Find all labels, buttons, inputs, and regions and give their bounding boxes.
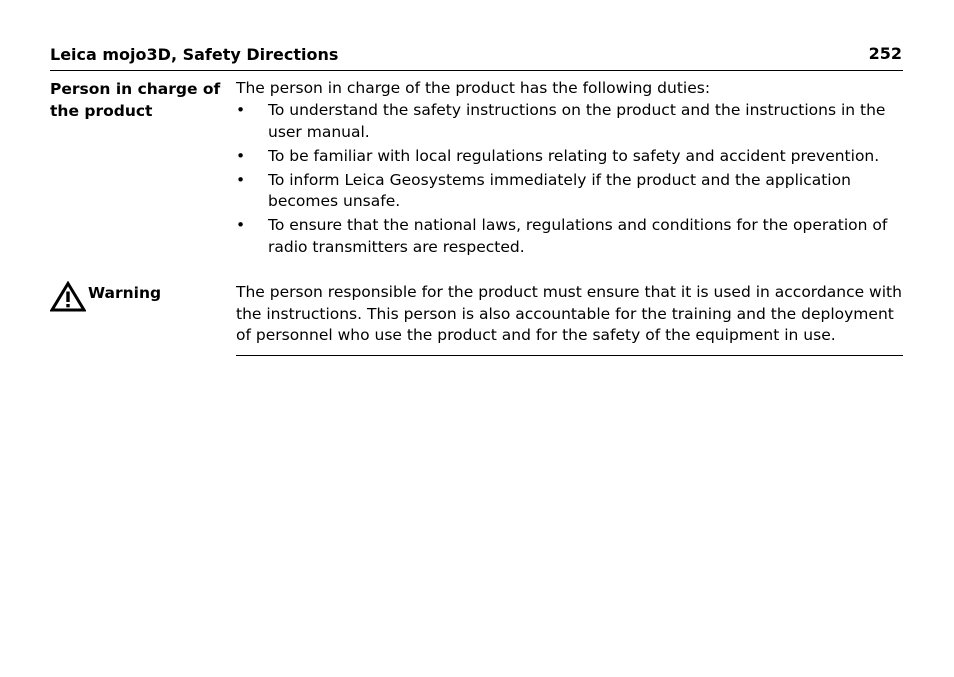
warning-heading: Warning	[88, 284, 162, 302]
bullet: •	[236, 216, 246, 234]
page-number: 252	[868, 44, 902, 63]
header-divider	[50, 70, 903, 71]
duties-list	[236, 100, 904, 261]
header-title: Leica mojo3D, Safety Directions	[50, 45, 339, 64]
warning-triangle-icon	[50, 281, 86, 312]
duty-text: To understand the safety instructions on the product and the instructions in the user manual.	[268, 101, 886, 141]
duty-text: To ensure that the national laws, regulations and conditions for the operation of radio transmitters are respected.	[268, 216, 888, 256]
section-divider	[236, 355, 903, 356]
list-item	[236, 170, 904, 213]
list-item	[236, 215, 904, 258]
list-item	[236, 100, 904, 143]
bullet: •	[236, 146, 246, 165]
bullet: •	[236, 101, 246, 119]
bullet: •	[236, 170, 246, 189]
person-in-charge-heading: Person in charge of the product	[50, 80, 221, 120]
warning-label	[50, 281, 161, 312]
duty-text: To be familiar with local regulations relating to safety and accident prevention.	[268, 146, 880, 165]
duty-text: To inform Leica Geosystems immediately if the product and the application becomes unsafe.	[268, 170, 851, 210]
warning-body-text: The person responsible for the product must ensure that it is used in accordance with the instructions. This person is also accountable for the training and the deployment of personnel who use the product and for the safety of the equipment in use.	[236, 283, 902, 344]
list-item	[236, 146, 904, 168]
duties-intro: The person in charge of the product has the following duties:	[236, 79, 711, 97]
